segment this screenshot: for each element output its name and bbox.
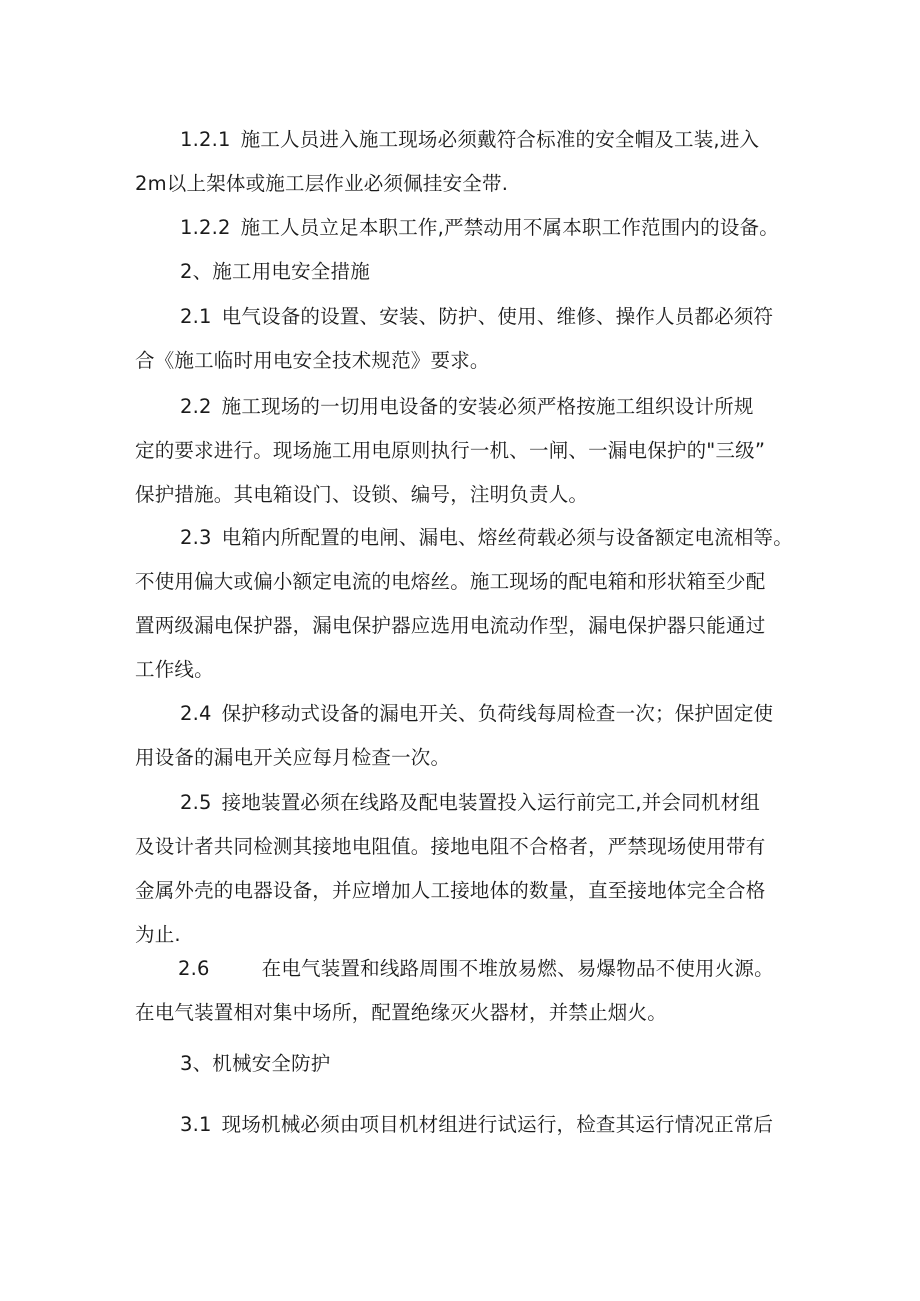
para-number: 2.5 [180, 791, 212, 814]
para-number: 2.6 [178, 957, 210, 980]
para-text: 在电气装置和线路周围不堆放易燃、易爆物品不使用火源。 [261, 957, 774, 980]
para-1-2-1-line-2: 2m以上架体或施工层作业必须佩挂安全带. [135, 172, 509, 195]
para-text: 接地装置必须在线路及配电装置投入运行前完工,并会同机材组 [221, 791, 760, 814]
para-2-4-line-2: 用设备的漏电开关应每月检查一次。 [135, 746, 451, 769]
para-2-5-line-2: 及设计者共同检测其接地电阻值。接地电阻不合格者，严禁现场使用带有 [135, 835, 766, 858]
para-2-2-line-2: 定的要求进行。现场施工用电原则执行一机、一闸、一漏电保护的"三级” [135, 439, 766, 462]
para-2-3-line-1 [180, 524, 830, 552]
para-2-1-line-1 [180, 303, 830, 331]
para-2-2-line-1 [180, 393, 830, 421]
section-heading-3: 3、机械安全防护 [180, 1052, 331, 1075]
para-text: 施工人员进入施工现场必须戴符合标准的安全帽及工装,进入 [240, 128, 760, 151]
para-2-4-line-1 [180, 700, 830, 728]
para-text: 施工人员立足本职工作,严禁动用不属本职工作范围内的设备。 [240, 216, 779, 239]
para-2-5-line-4: 为止. [135, 923, 181, 946]
para-number: 1.2.2 [180, 216, 231, 239]
para-text: 现场机械必须由项目机材组进行试运行，检查其运行情况正常后 [221, 1113, 774, 1136]
para-number: 1.2.1 [180, 128, 231, 151]
para-2-5-line-3: 金属外壳的电器设备，并应增加人工接地体的数量，直至接地体完全合格 [135, 879, 766, 902]
para-2-2-line-3: 保护措施。其电箱设门、设锁、编号，注明负责人。 [135, 483, 589, 506]
para-1-2-1-line-1 [180, 126, 830, 154]
para-number: 2.1 [180, 305, 212, 328]
para-2-6-line-1 [178, 955, 828, 983]
para-2-1-line-2: 合《施工临时用电安全技术规范》要求。 [135, 349, 490, 372]
para-text: 施工现场的一切用电设备的安装必须严格按施工组织设计所规 [221, 395, 754, 418]
para-2-3-line-4: 工作线。 [135, 658, 214, 681]
para-number: 2.3 [180, 526, 212, 549]
para-text: 保护移动式设备的漏电开关、负荷线每周检查一次；保护固定使 [221, 702, 774, 725]
para-text: 电气设备的设置、安装、防护、使用、维修、操作人员都必须符 [221, 305, 774, 328]
section-heading-2: 2、施工用电安全措施 [180, 260, 370, 283]
para-1-2-2-line-1 [180, 214, 830, 242]
para-2-3-line-3: 置两级漏电保护器，漏电保护器应选用电流动作型，漏电保护器只能通过 [135, 614, 766, 637]
para-2-6-line-2: 在电气装置相对集中场所，配置绝缘灭火器材，并禁止烟火。 [135, 1001, 667, 1024]
para-number: 2.2 [180, 395, 212, 418]
para-text: 电箱内所配置的电闸、漏电、熔丝荷载必须与设备额定电流相等。 [221, 526, 793, 549]
para-3-1-line-1 [180, 1111, 830, 1139]
para-number: 2.4 [180, 702, 212, 725]
para-2-3-line-2: 不使用偏大或偏小额定电流的电熔丝。施工现场的配电箱和形状箱至少配 [135, 570, 766, 593]
para-2-5-line-1 [180, 789, 830, 817]
para-number: 3.1 [180, 1113, 212, 1136]
